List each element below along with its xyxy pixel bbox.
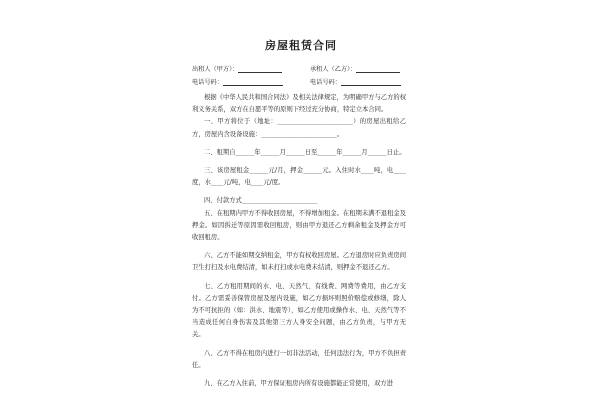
- paragraph-preamble: 根据《中华人民共和国合同法》及相关法律规定，为明确甲方与乙方的权利义务关系，双方在自愿平等的原则下经过充分协商，特定立本合同。: [192, 94, 406, 114]
- contract-page: [185, 0, 417, 400]
- paragraph-clause-2: 二、租期自______年______月______日至______年______月______日止。: [204, 148, 406, 156]
- paragraph-clause-1: 一、甲方将位于（地址：________________________）的房屋出租给乙方，房屋内含设备设施：________________________。: [192, 118, 406, 138]
- lessor-blank: [238, 66, 282, 73]
- lessor-phone-field: [192, 77, 283, 86]
- paragraph-clause-4: 四、付款方式________________________: [204, 197, 318, 205]
- lessor-field: [192, 64, 282, 73]
- lessee-blank: [356, 66, 400, 73]
- lessor-phone-label: 电话号码：: [192, 79, 223, 86]
- paragraph-clause-9: 九、在乙方入住前，甲方保证租房内所有设施都能正常使用，双方进: [204, 380, 393, 388]
- paragraph-clause-6: 六、乙方不能如期交纳租金，甲方有权收回房屋。乙方退房时应负责房间卫生打扫及水电费结清，如未打扫或水电费未结清，则押金不退还乙方。: [192, 252, 406, 272]
- paragraph-clause-8: 八、乙方不得在租房内进行一切非法活动，任何违法行为，甲方不负担责任。: [192, 349, 406, 369]
- paragraph-clause-5: 五、在租期内甲方不得收回房屋，不得增加租金。在租期未满不退租金及押金。如因拆迁等原因需收回租房，则由甲方退还乙方剩余租金及押金方可收回租房。: [192, 209, 406, 242]
- lessee-phone-field: [310, 77, 401, 86]
- paragraph-clause-7: 七、乙方租用期间的水、电、天然气、有线费、网费等费用，由乙方支付。乙方需妥善保管房屋及屋内设施，如乙方损坏则照价赔偿或修缮，除人为不可抗拒的（如：洪水、地震等），如乙方使用或操作水、电、天然气等不当造成任何自身伤害及其他第三方人身安全问题，由乙方负责，与甲方无关。: [192, 282, 406, 339]
- lessee-phone-label: 电话号码：: [310, 79, 341, 86]
- lessee-field: [310, 64, 400, 73]
- contract-body: [192, 92, 406, 390]
- lessor-phone-blank: [223, 79, 283, 86]
- lessor-label: 出租人（甲方）：: [192, 66, 239, 73]
- page-title: 房屋租赁合同: [265, 39, 337, 52]
- lessee-phone-blank: [341, 79, 401, 86]
- paragraph-clause-3: 三、该房屋租金______元/月，押金______元。入住时水____吨，电____度，水____元/吨，电____元/度。: [192, 167, 406, 187]
- lessee-label: 承租人（乙方）：: [310, 66, 357, 73]
